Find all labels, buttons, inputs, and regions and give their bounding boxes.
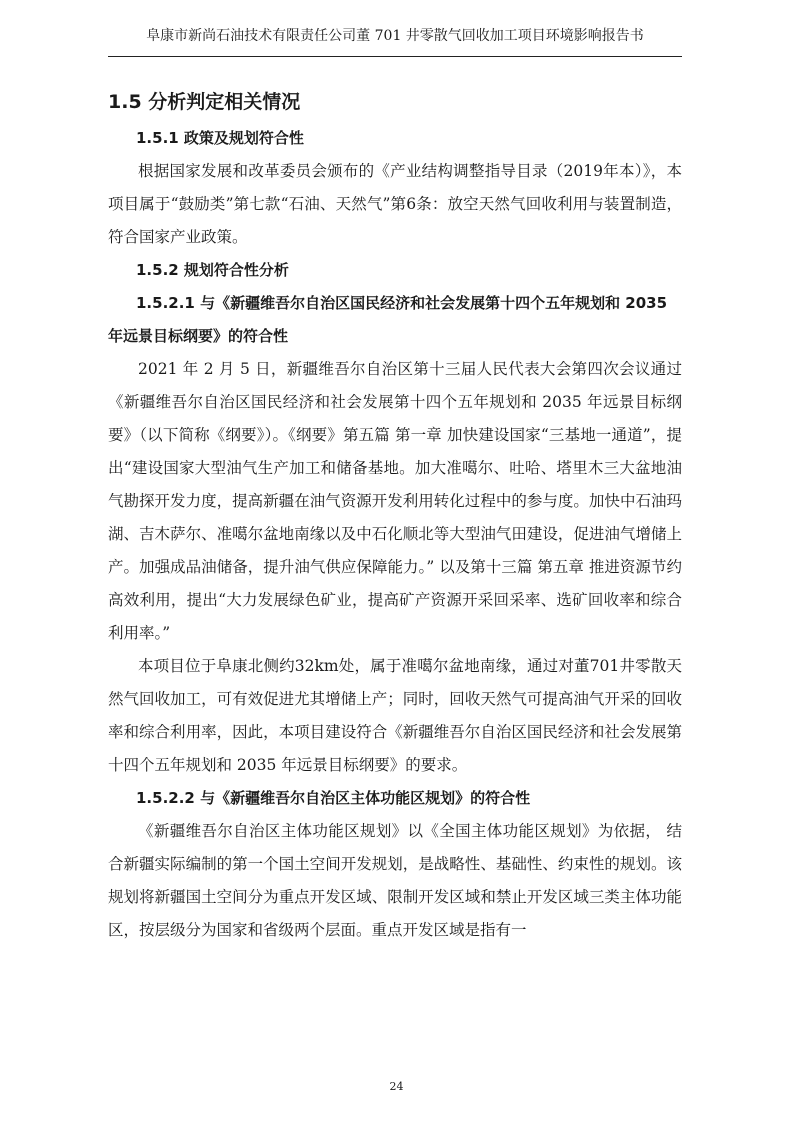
running-header: 阜康市新尚石油技术有限责任公司董 701 井零散气回收加工项目环境影响报告书: [146, 28, 644, 44]
subsection-heading-1-5-2-2: 1.5.2.2 与《新疆维吾尔自治区主体功能区规划》的符合性: [136, 789, 531, 807]
subsection-heading-1-5-2: 1.5.2 规划符合性分析: [136, 261, 289, 279]
paragraph-zoning: 《新疆维吾尔自治区主体功能区规划》以《全国主体功能区规划》为依据， 结合新疆实际编制的第一个国土空间开发规划，是战略性、基础性、约束性的规划。该规划将新疆国土空间分为重点开发区域、限制开发区域和禁止开发区域三类主体功能区，按层级分为国家和省级两个层面。重点开发区域是指有一: [108, 822, 682, 939]
paragraph-outline-1: 2021 年 2 月 5 日，新疆维吾尔自治区第十三届人民代表大会第四次会议通过《新疆维吾尔自治区国民经济和社会发展第十四个五年规划和 2035 年远景目标纲要》（以下简称《纲要》）。《纲要》第五篇 第一章 加快建设国家“三基地一通道”，提出“建设国家大型油气生产加工和储备基地。加大准噶尔、吐哈、塔里木三大盆地油气勘探开发力度，提高新疆在油气资源开发利用转化过程中的参与度。加快中石油玛湖、吉木萨尔、准噶尔盆地南缘以及中石化顺北等大型油气田建设，促进油气增储上产。加强成品油储备，提升油气供应保障能力。” 以及第十三篇 第五章 推进资源节约高效利用，提出“大力发展绿色矿业，提高矿产资源开采回采率、选矿回收率和综合利用率。”: [108, 360, 682, 642]
page-number: 24: [389, 1080, 404, 1093]
paragraph-outline-2: 本项目位于阜康北侧约32km处，属于准噶尔盆地南缘，通过对董701井零散天然气回收加工，可有效促进尤其增储上产；同时，回收天然气可提高油气开采的回收率和综合利用率，因此，本项目建设符合《新疆维吾尔自治区国民经济和社会发展第十四个五年规划和 2035 年远景目标纲要》的要求。: [108, 657, 682, 774]
page-body: [108, 88, 682, 947]
paragraph-policy: 根据国家发展和改革委员会颁布的《产业结构调整指导目录（2019年本）》，本项目属于“鼓励类”第七款“石油、天然气”第6条：放空天然气回收利用与装置制造，符合国家产业政策。: [108, 162, 682, 246]
subsection-heading-1-5-2-1: 1.5.2.1 与《新疆维吾尔自治区国民经济和社会发展第十四个五年规划和 2035 年远景目标纲要》的符合性: [108, 294, 668, 345]
section-heading: 1.5 分析判定相关情况: [108, 91, 301, 113]
header-rule: [108, 56, 682, 57]
subsection-heading-1-5-1: 1.5.1 政策及规划符合性: [136, 129, 304, 147]
